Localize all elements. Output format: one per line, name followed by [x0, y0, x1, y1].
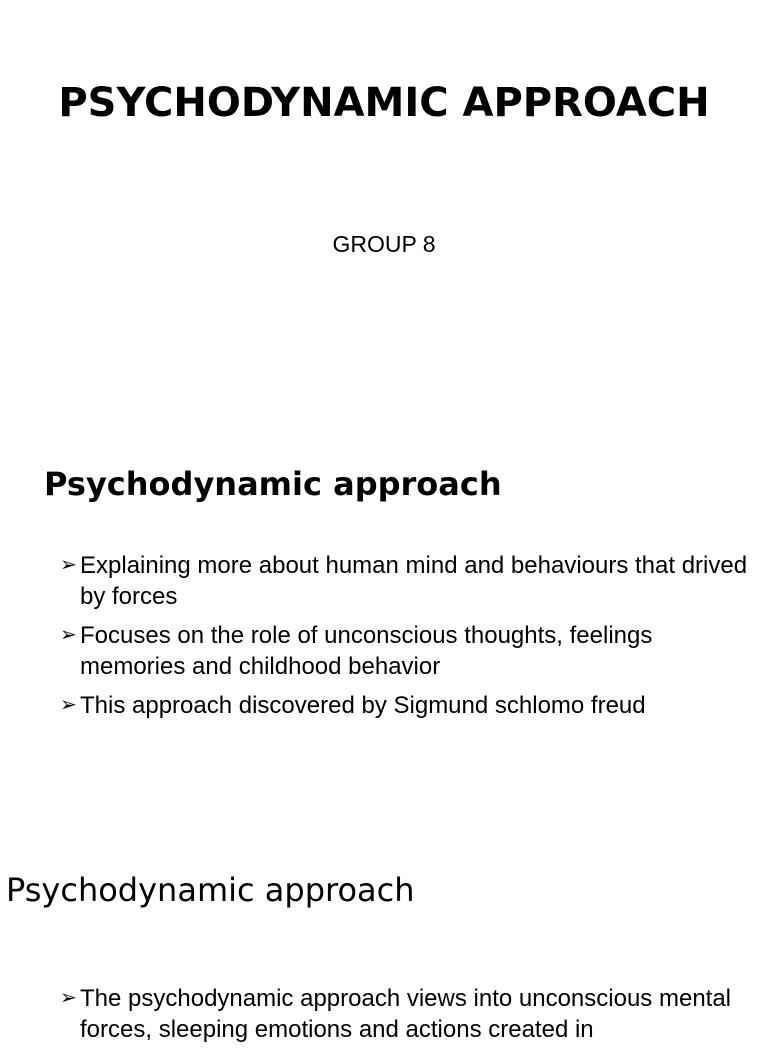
- arrow-bullet-icon: ➢: [60, 987, 77, 1009]
- bullet-text: The psychodynamic approach views into unconscious mental forces, sleeping emotions and actions created in: [80, 985, 732, 1043]
- slide-heading: Psychodynamic approach: [6, 871, 415, 909]
- content-slide-2: [0, 800, 768, 1043]
- bullet-text: Focuses on the role of unconscious thoughts, feelings memories and childhood behavior: [80, 622, 653, 680]
- title-slide: [0, 0, 768, 400]
- bullet-item: [60, 550, 750, 612]
- slide-subtitle: GROUP 8: [332, 231, 436, 257]
- content-slide-1: [0, 400, 768, 800]
- bullet-item: [60, 690, 750, 721]
- bullet-item: [60, 620, 750, 682]
- slide-title: PSYCHODYNAMIC APPROACH: [58, 80, 710, 126]
- slide-heading: Psychodynamic approach: [44, 465, 502, 503]
- arrow-bullet-icon: ➢: [60, 554, 77, 576]
- bullet-item: [60, 983, 750, 1045]
- bullet-list: [60, 983, 750, 1053]
- bullet-text: Explaining more about human mind and behaviours that drived by forces: [80, 552, 748, 610]
- arrow-bullet-icon: ➢: [60, 624, 77, 646]
- bullet-list: [60, 550, 750, 729]
- bullet-text: This approach discovered by Sigmund schlomo freud: [80, 692, 646, 719]
- arrow-bullet-icon: ➢: [60, 694, 77, 716]
